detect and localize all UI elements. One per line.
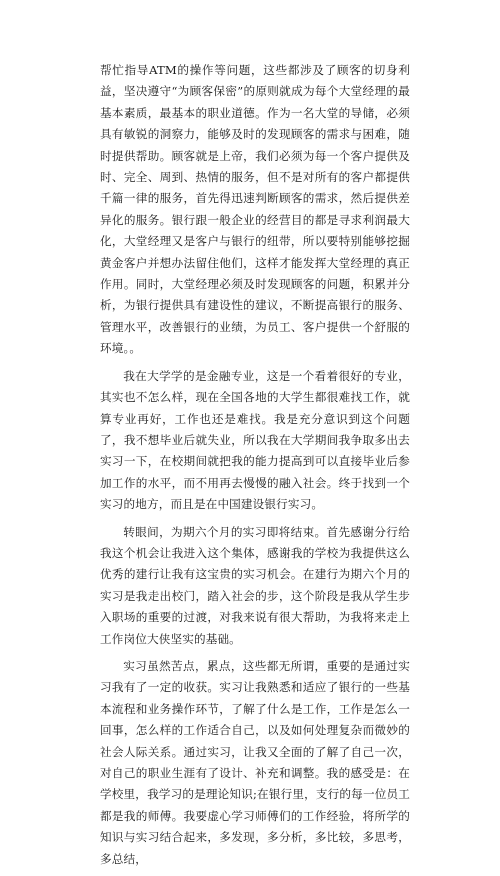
paragraph-internship-ending: 转眼间，为期六个月的实习即将结束。首先感谢分行给我这个机会让我进入这个集体，感谢我的学校为我提供这么优秀的建行让我有这宝贵的实习机会。在建行为期六个月的实习是我走出校门，踏入社会的步，这个阶段是我从学生步入职场的重要的过渡，对我来说有很大帮助，为我将来走上工作岗位大侠坚实的基础。 xyxy=(100,524,410,646)
paragraph-internship-gains: 实习虽然苦点，累点，这些都无所谓，重要的是通过实习我有了一定的收获。实习让我熟悉和适应了银行的一些基本流程和业务操作环节，了解了什么是工作，工作是怎么一回事，怎么样的工作适合自己，以及如何处理复杂而微妙的社会人际关系。通过实习，让我又全面的了解了自己一次，对自己的职业生涯有了设计、补充和调整。我的感受是：在学校里，我学习的是理论知识;在银行里，支行的每一位员工都是我的师傅。我要虚心学习师傅们的工作经验，将所学的知识与实习结合起来，多发现，多分析，多比较，多思考，多总结， xyxy=(100,658,410,866)
paragraph-lobby-manager-duties: 帮忙指导ATM的操作等问题，这些都涉及了顾客的切身利益，坚决遵守“为顾客保密”的原则就成为每个大堂经理的最基本素质，最基本的职业道德。作为一名大堂的导储，必须具有敏锐的洞察力，能够及时的发现顾客的需求与困难，随时提供帮助。顾客就是上帝，我们必须为每一个客户提供及时、完全、周到、热情的服务，但不是对所有的客户都提供千篇一律的服务，首先得迅速判断顾客的需求，然后提供差异化的服务。银行跟一般企业的经营目的都是寻求利润最大化，大堂经理又是客户与银行的纽带，所以要特别能够挖掘黄金客户并想办法留住他们，这样才能发挥大堂经理的真正作用。同时，大堂经理必须及时发现顾客的问题，积累并分析，为银行提供具有建设性的建议，不断提高银行的服务、管理水平，改善银行的业绩，为员工、客户提供一个舒服的环境。。 xyxy=(100,63,410,356)
document-page xyxy=(100,60,410,876)
paragraph-university-major: 我在大学学的是金融专业，这是一个看着很好的专业，其实也不怎么样，现在全国各地的大学生都很难找工作，就算专业再好，工作也还是难找。我是充分意识到这个问题了，我不想毕业后就失业，所以我在大学期间我争取多出去实习一下，在校期间就把我的能力提高到可以直接毕业后参加工作的水平，而不用再去慢慢的融入社会。终于找到一个实习的地方，而且是在中国建设银行实习。 xyxy=(100,368,410,512)
